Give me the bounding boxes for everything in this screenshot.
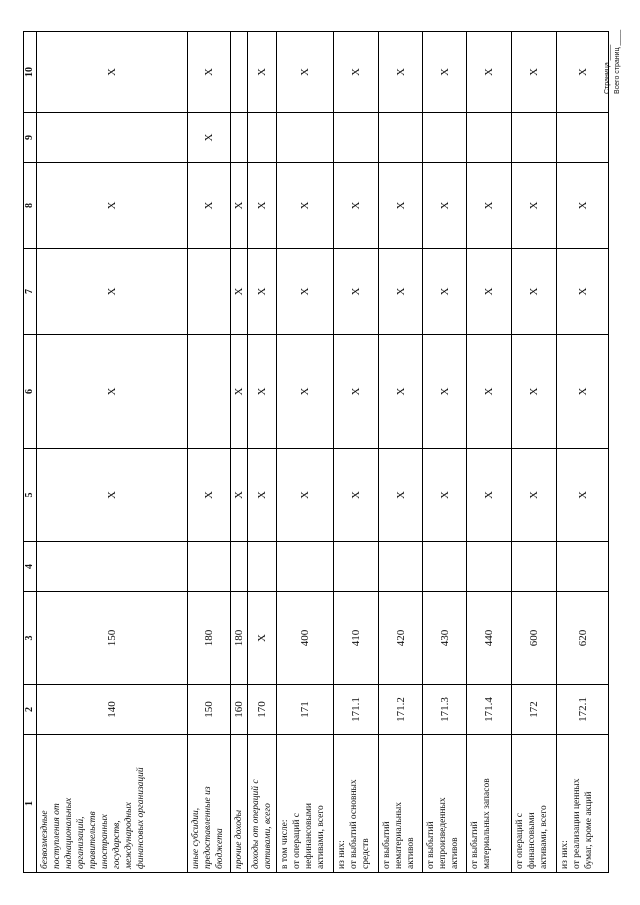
value-cell: X (277, 32, 334, 113)
value-cell: X (188, 163, 231, 249)
value-cell (188, 335, 231, 449)
value-cell (512, 542, 557, 592)
row-label-line: от операций с (515, 812, 525, 869)
row-label-line: непроизведенных (438, 797, 448, 869)
table-row (423, 32, 467, 873)
line-code-cell: 171.3 (423, 685, 467, 735)
value-cell: X (512, 163, 557, 249)
row-label-line: из них: (337, 840, 347, 869)
value-cell: X (231, 163, 248, 249)
value-cell: X (423, 32, 467, 113)
table-row (37, 32, 188, 873)
row-label (231, 735, 248, 873)
line-code-cell: 171.2 (379, 685, 423, 735)
value-cell (379, 542, 423, 592)
value-cell (248, 542, 277, 592)
value-cell (37, 113, 188, 163)
table-row (467, 32, 512, 873)
row-label-line: от реализации ценных (572, 778, 582, 869)
value-cell: X (37, 163, 188, 249)
row-label (277, 735, 334, 873)
row-label-line: средств (361, 838, 371, 869)
value-cell: X (557, 32, 609, 113)
row-label-line: активов (450, 837, 460, 869)
budget-code-cell: 600 (512, 592, 557, 685)
row-label (557, 735, 609, 873)
column-number: 1 (24, 735, 37, 873)
value-cell (334, 113, 379, 163)
value-cell (231, 113, 248, 163)
budget-code-cell: 620 (557, 592, 609, 685)
table-row (188, 32, 231, 873)
value-cell: X (512, 249, 557, 335)
value-cell: X (512, 449, 557, 542)
table-row (379, 32, 423, 873)
row-label (188, 735, 231, 873)
row-label-line: иностранных (100, 814, 110, 869)
table-row (334, 32, 379, 873)
row-label-line: бумаг, кроме акций (584, 791, 594, 869)
budget-code-cell: 440 (467, 592, 512, 685)
row-label-line: наднациональных (64, 797, 74, 869)
value-cell: X (512, 32, 557, 113)
value-cell: X (423, 163, 467, 249)
value-cell: X (423, 335, 467, 449)
row-label (334, 735, 379, 873)
row-label-line: нематериальных (394, 801, 404, 869)
value-cell: X (277, 163, 334, 249)
value-cell (557, 542, 609, 592)
line-code-cell: 150 (188, 685, 231, 735)
value-cell: X (557, 249, 609, 335)
row-label-line: в том числе: (280, 819, 290, 869)
row-label-line: активами, всего (316, 805, 326, 869)
row-label (467, 735, 512, 873)
line-code-cell: 140 (37, 685, 188, 735)
column-number: 4 (24, 542, 37, 592)
row-label (423, 735, 467, 873)
value-cell (379, 113, 423, 163)
row-label-line: активами, всего (539, 805, 549, 869)
column-number: 3 (24, 592, 37, 685)
row-label-line: активов (406, 837, 416, 869)
value-cell: X (37, 32, 188, 113)
budget-code-cell: 180 (231, 592, 248, 685)
row-label (379, 735, 423, 873)
column-number-row (24, 32, 37, 873)
rotated-form-page (23, 32, 594, 873)
column-number: 10 (24, 32, 37, 113)
value-cell: X (248, 249, 277, 335)
row-label-line: из них: (560, 840, 570, 869)
value-cell (248, 113, 277, 163)
row-label-line: материальных запасов (482, 778, 492, 869)
line-code-cell: 171.4 (467, 685, 512, 735)
column-number: 7 (24, 249, 37, 335)
value-cell: X (248, 335, 277, 449)
value-cell: X (467, 335, 512, 449)
value-cell: X (37, 449, 188, 542)
row-label-line: доходы от операций с (251, 779, 261, 869)
row-label-line: финансовыми (527, 812, 537, 869)
value-cell: X (188, 32, 231, 113)
budget-code-cell: 400 (277, 592, 334, 685)
value-cell: X (467, 249, 512, 335)
table-row (231, 32, 248, 873)
value-cell: X (512, 335, 557, 449)
line-code-cell: 170 (248, 685, 277, 735)
budget-code-cell: 430 (423, 592, 467, 685)
row-label-line: активами, всего (263, 803, 273, 869)
value-cell (467, 542, 512, 592)
row-label-line: организаций, (76, 816, 86, 869)
budget-code-cell: 150 (37, 592, 188, 685)
value-cell: X (334, 249, 379, 335)
table-row (512, 32, 557, 873)
value-cell: X (37, 249, 188, 335)
value-cell (512, 113, 557, 163)
row-label-line: от выбытий (382, 821, 392, 869)
row-label (512, 735, 557, 873)
row-label-line: бюджета (215, 828, 225, 869)
row-label-line: иные субсидии, (191, 807, 201, 869)
value-cell (423, 113, 467, 163)
row-label-line: от выбытий (470, 821, 480, 869)
budget-code-cell: 420 (379, 592, 423, 685)
value-cell: X (37, 335, 188, 449)
value-cell: X (379, 249, 423, 335)
value-cell: X (334, 335, 379, 449)
value-cell: X (231, 335, 248, 449)
value-cell: X (248, 449, 277, 542)
value-cell: X (231, 449, 248, 542)
table-row (277, 32, 334, 873)
column-number: 2 (24, 685, 37, 735)
row-label-line: от выбытий основных (349, 779, 359, 869)
value-cell (423, 542, 467, 592)
value-cell: X (277, 335, 334, 449)
line-code-cell: 171 (277, 685, 334, 735)
value-cell: X (248, 163, 277, 249)
value-cell: X (423, 249, 467, 335)
value-cell (188, 249, 231, 335)
value-cell: X (248, 32, 277, 113)
value-cell: X (188, 113, 231, 163)
value-cell: X (379, 163, 423, 249)
line-code-cell: 171.1 (334, 685, 379, 735)
report-table (23, 31, 609, 873)
value-cell (188, 542, 231, 592)
value-cell: X (277, 249, 334, 335)
budget-code-cell: X (248, 592, 277, 685)
value-cell: X (557, 335, 609, 449)
value-cell: X (379, 32, 423, 113)
column-number: 6 (24, 335, 37, 449)
line-code-cell: 160 (231, 685, 248, 735)
page-number-label: Страница ____ (604, 44, 611, 94)
value-cell (277, 542, 334, 592)
column-number: 8 (24, 163, 37, 249)
value-cell: X (467, 449, 512, 542)
column-number: 5 (24, 449, 37, 542)
row-label-line: правительств (88, 811, 98, 869)
row-label-line: от операций с (292, 812, 302, 869)
value-cell (231, 32, 248, 113)
total-pages-label: Всего страниц ____ (614, 29, 621, 94)
value-cell: X (467, 32, 512, 113)
row-label (37, 735, 188, 873)
budget-code-cell: 180 (188, 592, 231, 685)
value-cell: X (423, 449, 467, 542)
row-label-line: безвозмездные (40, 810, 50, 869)
value-cell: X (467, 163, 512, 249)
value-cell: X (231, 249, 248, 335)
row-label-line: от выбытий (426, 821, 436, 869)
value-cell (277, 113, 334, 163)
value-cell: X (334, 32, 379, 113)
value-cell: X (188, 449, 231, 542)
line-code-cell: 172.1 (557, 685, 609, 735)
value-cell (231, 542, 248, 592)
value-cell: X (557, 163, 609, 249)
value-cell: X (379, 449, 423, 542)
line-code-cell: 172 (512, 685, 557, 735)
value-cell (467, 113, 512, 163)
table-row (557, 32, 609, 873)
column-number: 9 (24, 113, 37, 163)
table-row (248, 32, 277, 873)
row-label-line: международных (124, 802, 134, 869)
row-label-line: поступления от (52, 803, 62, 869)
value-cell: X (379, 335, 423, 449)
value-cell: X (334, 163, 379, 249)
value-cell: X (277, 449, 334, 542)
row-label-line: прочие доходы (234, 809, 244, 869)
value-cell: X (557, 449, 609, 542)
value-cell: X (334, 449, 379, 542)
row-label (248, 735, 277, 873)
row-label-line: предоставленные из (203, 786, 213, 869)
row-label-line: государств, (112, 820, 122, 869)
row-label-line: финансовых организаций (136, 767, 146, 869)
value-cell (37, 542, 188, 592)
value-cell (334, 542, 379, 592)
budget-code-cell: 410 (334, 592, 379, 685)
value-cell (557, 113, 609, 163)
row-label-line: нефинансовыми (304, 803, 314, 869)
